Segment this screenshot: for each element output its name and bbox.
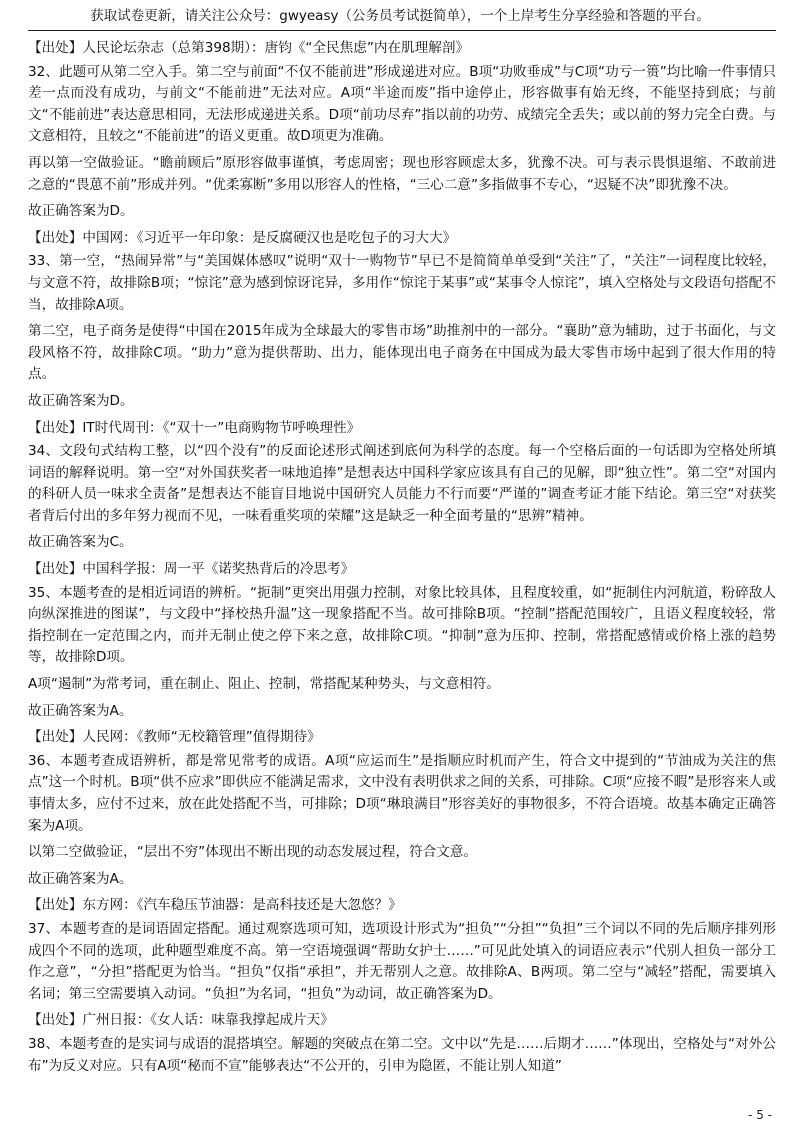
- explanation-paragraph: A项“遏制”为常考词，重在制止、阻止、控制，常搭配某种势头，与文意相符。: [28, 676, 500, 693]
- source-citation: 【出处】东方网：《汽车稳压节油器：是高科技还是大忽悠？》: [28, 897, 402, 914]
- source-citation: 【出处】广州日报：《女人话：味靠我撑起成片天》: [28, 1012, 334, 1029]
- document-body: [28, 38, 776, 1082]
- explanation-paragraph: 第二空，电子商务是使得“中国在2015年成为全球最大的零售市场”助推剂中的一部分。“襄助”意为辅助，过于书面化，与文段风格不符，故排除C项。“助力”意为提供帮助、出力，能体现出电子商务在中国成为最大零售市场中起到了很大作用的特点。: [28, 323, 776, 383]
- explanation-paragraph: 故正确答案为D。: [28, 392, 134, 409]
- source-citation: 【出处】IT时代周刊：《“双十一”电商购物节呼唤理性》: [28, 419, 361, 436]
- source-citation: 【出处】人民网：《教师“无校籍管理”值得期待》: [28, 729, 321, 746]
- explanation-paragraph: 故正确答案为A。: [28, 702, 133, 719]
- explanation-paragraph: 32、此题可从第二空入手。第二空与前面“不仅不能前进”形成递进对应。B项“功败垂成”与C项“功亏一篑”均比喻一件事情只差一点而没有成功，与前文“不能前进”无法对应。A项“半途而废”指中途停止，形容做事有始无终，不能坚持到底；与前文“不能前进”表达意思相同，无法形成递进关系。D项“前功尽弃”指以前的功劳、成绩完全丢失；或以前的努力完全白费。与文意相符，且较之“不能前进”的语义更重。故D项更为准确。: [28, 63, 776, 145]
- header-divider: [28, 30, 776, 31]
- page-number: - 5 -: [748, 1108, 772, 1122]
- explanation-paragraph: 故正确答案为A。: [28, 870, 133, 887]
- explanation-paragraph: 以第二空做验证，“层出不穷”体现出不断出现的动态发展过程，符合文意。: [28, 844, 478, 861]
- explanation-paragraph: 35、本题考查的是相近词语的辨析。“扼制”更突出用强力控制，对象比较具体，且程度较重，如“扼制住内河航道，粉碎敌人向纵深推进的图谋”，与文段中“择校热升温”这一现象搭配不当。故可排除B项。“控制”搭配范围较广，且语义程度较轻，常指控制在一定范围之内，而并无制止使之停下来之意，故排除C项。“抑制”意为压抑、控制，常搭配感情或价格上涨的趋势等，故排除D项。: [28, 584, 776, 666]
- source-citation: 【出处】人民论坛杂志（总第398期）：唐钧《“全民焦虑”内在肌理解剖》: [28, 40, 470, 56]
- explanation-paragraph: 故正确答案为D。: [28, 203, 134, 220]
- page-header-notice: 获取试卷更新，请关注公众号：gwyeasy（公务员考试挺简单），一个上岸考生分享经验和答题的平台。: [90, 8, 710, 24]
- explanation-paragraph: 再以第一空做验证。“瞻前顾后”原形容做事谨慎，考虑周密；现也形容顾虑太多，犹豫不决。可与表示畏惧退缩、不敢前进之意的“畏葸不前”形成并列。“优柔寡断”多用以形容人的性格，“三心二意”多指做事不专心，“迟疑不决”即犹豫不决。: [28, 154, 776, 193]
- explanation-paragraph: 37、本题考查的是词语固定搭配。通过观察选项可知，选项设计形式为“担负”“分担”“负担”三个词以不同的先后顺序排列形成四个不同的选项，此种题型难度不高。第一空语境强调“帮助女护士……”可见此处填入的词语应表示“代别人担负一部分工作之意”，“分担”搭配更为恰当。“担负”仅指“承担”，并无帮别人之意。故排除A、B两项。第二空与“减轻”搭配，需要填入名词；第三空需要填入动词。“负担”为名词，“担负”为动词，故正确答案为D。: [28, 920, 776, 1002]
- explanation-paragraph: 故正确答案为C。: [28, 534, 133, 551]
- explanation-paragraph: 36、本题考查成语辨析，都是常见常考的成语。A项“应运而生”是指顺应时机而产生，符合文中提到的“节油成为关注的焦点”这一个时机。B项“供不应求”即供应不能满足需求，文中没有表明供求之间的关系，可排除。C项“应接不暇”是形容来人或事情太多，应付不过来，放在此处搭配不当，可排除；D项“琳琅满目”形容美好的事物很多，不符合语境。故基本确定正确答案为A项。: [28, 752, 776, 834]
- source-citation: 【出处】中国科学报：周一平《诺奖热背后的冷思考》: [28, 561, 355, 578]
- explanation-paragraph: 38、本题考查的是实词与成语的混搭填空。解题的突破点在第二空。文中以“先是……后期才……”体现出，空格处与“对外公布”为反义对应。只有A项“秘而不宣”能够表达“不公开的，引申为隐匿，不能让别人知道”: [28, 1035, 776, 1074]
- source-citation: 【出处】中国网：《习近平一年印象：是反腐硬汉也是吃包子的习大大》: [28, 229, 457, 246]
- explanation-paragraph: 33、第一空，“热闹异常”与“美国媒体感叹”说明“双十一购物节”早已不是简简单单受到“关注”了，“关注”一词程度比较轻，与文意不符，故排除B项；“惊诧”意为感到惊讶诧异，多用作“惊诧于某事”或“某事令人惊诧”，填入空格处与文段语句搭配不当，故排除A项。: [28, 253, 776, 313]
- explanation-paragraph: 34、文段句式结构工整，以“四个没有”的反面论述形式阐述到底何为科学的态度。每一个空格后面的一句话即为空格处所填词语的解释说明。第一空“对外国获奖者一味地追捧”是想表达中国科学家应该具有自己的见解，即“独立性”。第二空“对国内的科研人员一味求全责备”是想表达不能盲目地说中国研究人员能力不行而要“严谨的”调查考证才能下结论。第三空“对获奖者背后付出的多年努力视而不见，一味看重奖项的荣耀”这是缺乏一种全面考量的“思辨”精神。: [28, 443, 776, 524]
